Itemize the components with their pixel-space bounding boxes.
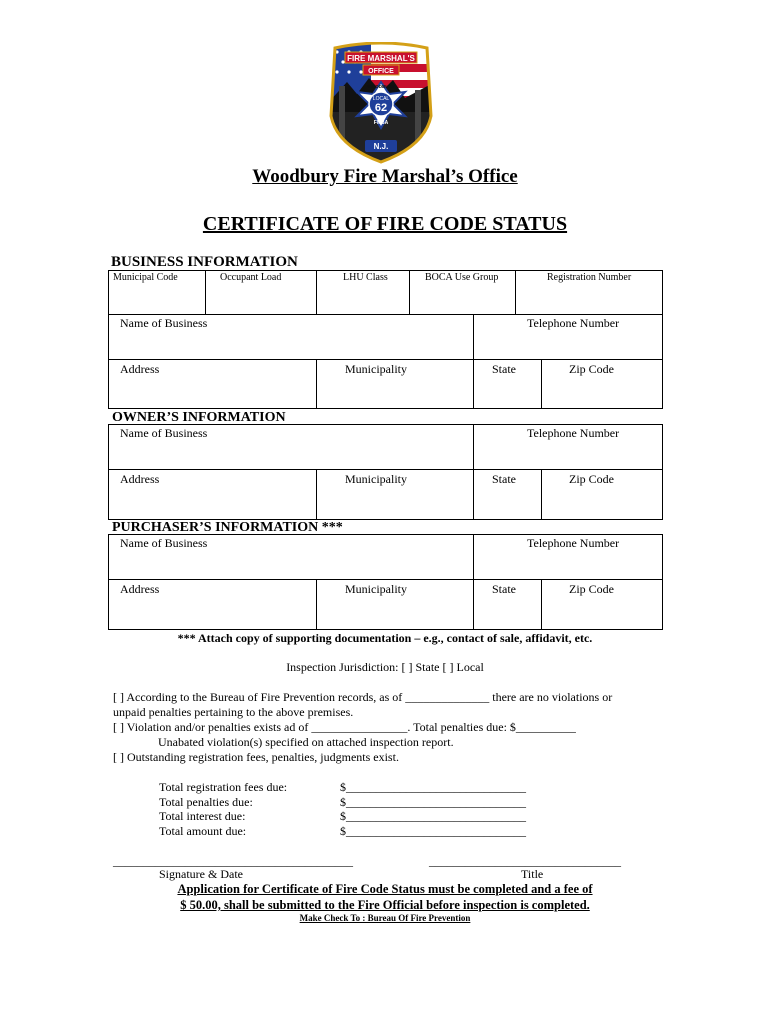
total-penalties-label: Total penalties due:	[159, 795, 253, 809]
certificate-title: CERTIFICATE OF FIRE CODE STATUS	[202, 213, 568, 235]
owner-address-field[interactable]: Address	[120, 472, 160, 486]
business-name-field[interactable]: Name of Business	[120, 316, 208, 330]
outstanding-fees-checkbox-line[interactable]: [ ] Outstanding registration fees, penalties, judgments exist.	[113, 750, 399, 764]
title-label: Title	[521, 867, 544, 881]
total-interest-input[interactable]: $______________________________	[340, 809, 526, 823]
registration-number-field[interactable]: Registration Number	[547, 272, 632, 283]
inspection-jurisdiction[interactable]: Inspection Jurisdiction: [ ] State [ ] Local	[286, 660, 484, 674]
attach-documentation-note: *** Attach copy of supporting documentation – e.g., contact of sale, affidavit, etc.	[177, 631, 593, 645]
svg-text:OFFICE: OFFICE	[368, 68, 394, 75]
svg-text:LOCAL: LOCAL	[372, 96, 390, 102]
violations-exist-checkbox-line[interactable]: [ ] Violation and/or penalties exists ad of ________________. Total penalties due: $__________	[113, 720, 576, 734]
fee-instruction-line1: Application for Certificate of Fire Code Status must be completed and a fee of	[177, 882, 593, 896]
business-address-field[interactable]: Address	[120, 362, 160, 376]
municipal-code-field[interactable]: Municipal Code	[113, 272, 178, 283]
business-info-heading: BUSINESS INFORMATION	[111, 254, 298, 270]
business-zip-field[interactable]: Zip Code	[569, 362, 614, 376]
owner-state-field[interactable]: State	[492, 472, 516, 486]
owner-municipality-field[interactable]: Municipality	[345, 472, 407, 486]
owner-name-field[interactable]: Name of Business	[120, 426, 208, 440]
purchaser-zip-field[interactable]: Zip Code	[569, 582, 614, 596]
no-violations-continued: unpaid penalties pertaining to the above premises.	[113, 705, 354, 719]
total-registration-fees-input[interactable]: $______________________________	[340, 780, 526, 794]
total-interest-label: Total interest due:	[159, 809, 246, 823]
owner-info-heading: OWNER’S INFORMATION	[112, 410, 286, 425]
purchaser-state-field[interactable]: State	[492, 582, 516, 596]
unabated-violations-note: Unabated violation(s) specified on attached inspection report.	[158, 735, 454, 749]
business-telephone-field[interactable]: Telephone Number	[527, 316, 620, 330]
owner-zip-field[interactable]: Zip Code	[569, 472, 614, 486]
title-line[interactable]: ________________________________	[429, 854, 621, 868]
signature-date-label: Signature & Date	[159, 867, 243, 881]
svg-text:WOODBURY: WOODBURY	[367, 84, 395, 89]
total-amount-label: Total amount due:	[159, 824, 247, 838]
boca-use-group-field[interactable]: BOCA Use Group	[425, 272, 499, 283]
total-amount-input[interactable]: $______________________________	[340, 824, 526, 838]
lhu-class-field[interactable]: LHU Class	[343, 272, 388, 283]
svg-text:N.J.: N.J.	[373, 142, 389, 151]
purchaser-address-field[interactable]: Address	[120, 582, 160, 596]
make-check-to: Make Check To : Bureau Of Fire Prevention	[299, 913, 471, 923]
owner-telephone-field[interactable]: Telephone Number	[527, 426, 620, 440]
purchaser-info-heading: PURCHASER’S INFORMATION ***	[112, 520, 343, 535]
occupant-load-field[interactable]: Occupant Load	[220, 272, 282, 283]
total-registration-fees-label: Total registration fees due:	[159, 780, 288, 794]
purchaser-telephone-field[interactable]: Telephone Number	[527, 536, 620, 550]
purchaser-municipality-field[interactable]: Municipality	[345, 582, 407, 596]
svg-text:FMBA: FMBA	[373, 120, 389, 126]
signature-line[interactable]: ________________________________________	[113, 854, 353, 868]
business-state-field[interactable]: State	[492, 362, 516, 376]
svg-text:62: 62	[374, 102, 388, 114]
fee-instruction-line2: $ 50.00, shall be submitted to the Fire Official before inspection is completed.	[180, 898, 590, 912]
svg-text:FIRE MARSHAL'S: FIRE MARSHAL'S	[347, 54, 415, 63]
office-title: Woodbury Fire Marshal’s Office	[252, 166, 518, 187]
purchaser-name-field[interactable]: Name of Business	[120, 536, 208, 550]
no-violations-checkbox-line[interactable]: [ ] According to the Bureau of Fire Prevention records, as of ______________ there are no violations or	[113, 690, 613, 704]
business-municipality-field[interactable]: Municipality	[345, 362, 407, 376]
total-penalties-input[interactable]: $______________________________	[340, 795, 526, 809]
fire-marshal-badge-logo	[327, 42, 435, 164]
